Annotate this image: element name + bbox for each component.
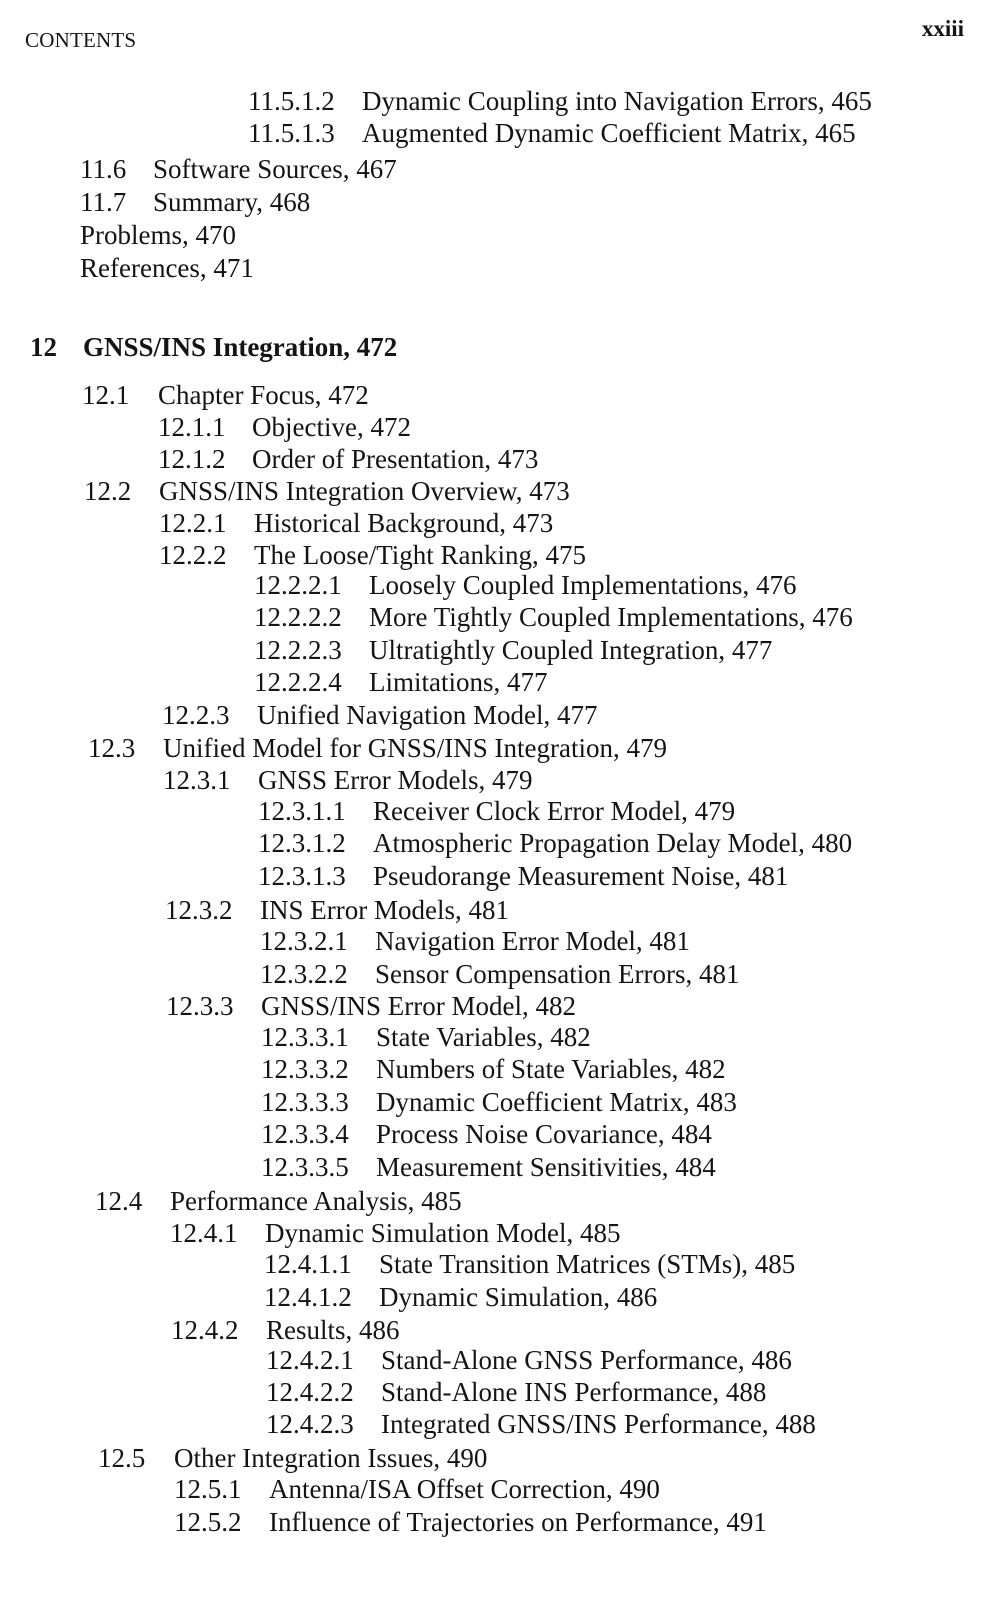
toc-entry — [261, 1089, 737, 1116]
toc-entry — [260, 961, 739, 988]
toc-entry — [258, 798, 735, 825]
toc-entry-title: Sensor Compensation Errors, 481 — [375, 959, 740, 989]
toc-entry-number: 12.3.1.2 — [258, 828, 346, 858]
toc-entry — [264, 1251, 795, 1278]
toc-entry — [166, 993, 576, 1020]
toc-entry-title: Stand-Alone GNSS Performance, 486 — [381, 1345, 792, 1375]
toc-entry-number: 12.2.2.3 — [254, 635, 342, 665]
toc-entry — [260, 928, 690, 955]
toc-entry-number: 11.5.1.3 — [248, 118, 335, 148]
toc-entry-number: 12.4 — [95, 1186, 143, 1216]
toc-entry-number: 12.3 — [88, 733, 136, 763]
toc-entry-number: 12.3.1.3 — [258, 861, 346, 891]
toc-entry-number: 12.4.2.3 — [266, 1409, 354, 1439]
toc-entry — [258, 830, 852, 857]
toc-entry — [95, 1188, 462, 1215]
toc-entry-number: 12.2.1 — [159, 508, 227, 538]
toc-entry-title: GNSS/INS Integration Overview, 473 — [159, 476, 570, 506]
toc-entry — [261, 1121, 712, 1148]
toc-entry — [254, 572, 796, 599]
toc-entry-title: Performance Analysis, 485 — [170, 1186, 462, 1216]
toc-entry-title: Pseudorange Measurement Noise, 481 — [373, 861, 789, 891]
page-number: xxiii — [921, 16, 964, 41]
toc-entry — [266, 1379, 766, 1406]
toc-entry-title: Receiver Clock Error Model, 479 — [373, 796, 736, 826]
toc-entry-title: Unified Model for GNSS/INS Integration, 479 — [163, 733, 667, 763]
toc-entry-number: 11.7 — [80, 187, 127, 217]
toc-entry — [158, 446, 538, 473]
toc-entry — [170, 1220, 620, 1247]
toc-entry — [254, 637, 772, 664]
toc-entry-number: 12.1.2 — [158, 444, 226, 474]
toc-entry — [266, 1347, 792, 1374]
toc-entry — [258, 863, 788, 890]
toc-entry-title: The Loose/Tight Ranking, 475 — [254, 540, 587, 570]
toc-entry-title: More Tightly Coupled Implementations, 476 — [369, 602, 853, 632]
toc-entry-number: 12.5.2 — [174, 1507, 242, 1537]
toc-entry-number: 12.4.2 — [171, 1315, 239, 1345]
toc-entry-number: 12.2.2.2 — [254, 602, 342, 632]
toc-entry-title: Software Sources, 467 — [153, 154, 397, 184]
toc-entry — [88, 735, 667, 762]
toc-entry-title: GNSS/INS Error Model, 482 — [261, 991, 576, 1021]
toc-entry-number: 12.4.2.1 — [266, 1345, 354, 1375]
toc-entry-number: 12.3.3 — [166, 991, 234, 1021]
running-head: CONTENTS — [25, 28, 137, 52]
toc-entry-title: Measurement Sensitivities, 484 — [376, 1152, 716, 1182]
toc-entry — [82, 382, 369, 409]
toc-entry — [165, 897, 509, 924]
toc-entry — [162, 702, 597, 729]
toc-entry — [159, 542, 586, 569]
toc-entry — [159, 510, 553, 537]
toc-entry-number: 12.3.3.1 — [261, 1022, 349, 1052]
toc-entry-title: Objective, 472 — [252, 412, 411, 442]
toc-entry-title: Problems, 470 — [80, 220, 237, 250]
toc-entry — [84, 478, 570, 505]
toc-entry — [248, 120, 856, 147]
toc-entry-number: 12.4.1.1 — [264, 1249, 352, 1279]
toc-entry-number: 12.3.3.3 — [261, 1087, 349, 1117]
toc-entry-title: Summary, 468 — [153, 187, 311, 217]
toc-entry — [98, 1445, 487, 1472]
toc-entry — [261, 1056, 726, 1083]
toc-entry-title: Limitations, 477 — [369, 667, 548, 697]
toc-entry-title: Augmented Dynamic Coefficient Matrix, 465 — [362, 118, 856, 148]
toc-entry-title: Unified Navigation Model, 477 — [257, 700, 598, 730]
toc-entry-number: 12.2 — [84, 476, 132, 506]
chapter-number: 12 — [30, 332, 57, 362]
toc-entry-title: Loosely Coupled Implementations, 476 — [369, 570, 797, 600]
toc-entry — [158, 414, 411, 441]
toc-entry-number: 12.4.2.2 — [266, 1377, 354, 1407]
toc-entry-title: Stand-Alone INS Performance, 488 — [381, 1377, 767, 1407]
toc-entry-title: Numbers of State Variables, 482 — [376, 1054, 726, 1084]
toc-entry-number: 12.4.1 — [170, 1218, 238, 1248]
toc-entry — [80, 255, 254, 282]
toc-entry-title: Chapter Focus, 472 — [158, 380, 369, 410]
toc-entry — [174, 1476, 660, 1503]
toc-entry — [254, 669, 548, 696]
toc-entry — [266, 1411, 816, 1438]
toc-entry — [254, 604, 853, 631]
toc-entry-number: 12.3.2.1 — [260, 926, 348, 956]
toc-entry-title: State Transition Matrices (STMs), 485 — [379, 1249, 796, 1279]
toc-entry-title: Other Integration Issues, 490 — [174, 1443, 488, 1473]
toc-entry — [80, 189, 310, 216]
toc-entry-title: Dynamic Coefficient Matrix, 483 — [376, 1087, 737, 1117]
toc-entry-number: 12.1.1 — [158, 412, 226, 442]
toc-entry-number: 12.3.3.5 — [261, 1152, 349, 1182]
toc-entry-number: 11.5.1.2 — [248, 86, 335, 116]
toc-entry-title: Dynamic Simulation Model, 485 — [265, 1218, 621, 1248]
toc-entry-number: 12.2.2 — [159, 540, 227, 570]
toc-entry-title: Dynamic Simulation, 486 — [379, 1282, 658, 1312]
toc-entry — [261, 1024, 591, 1051]
toc-entry-title: Navigation Error Model, 481 — [375, 926, 690, 956]
chapter-heading — [30, 334, 397, 361]
toc-entry-number: 12.3.1.1 — [258, 796, 346, 826]
toc-entry-number: 12.2.3 — [162, 700, 230, 730]
toc-entry-title: References, 471 — [80, 253, 254, 283]
toc-entry-number: 12.1 — [82, 380, 130, 410]
toc-entry-title: Historical Background, 473 — [254, 508, 554, 538]
toc-entry — [264, 1284, 657, 1311]
toc-entry-title: Results, 486 — [266, 1315, 400, 1345]
toc-entry-number: 12.3.3.4 — [261, 1119, 349, 1149]
toc-entry-number: 12.5.1 — [174, 1474, 242, 1504]
toc-entry-number: 12.3.1 — [163, 765, 231, 795]
toc-entry — [174, 1509, 767, 1536]
toc-entry-title: Integrated GNSS/INS Performance, 488 — [381, 1409, 816, 1439]
toc-entry-number: 12.2.2.4 — [254, 667, 342, 697]
toc-entry-title: GNSS Error Models, 479 — [258, 765, 533, 795]
toc-entry-number: 12.4.1.2 — [264, 1282, 352, 1312]
toc-entry-number: 12.3.2.2 — [260, 959, 348, 989]
toc-entry-title: Dynamic Coupling into Navigation Errors, 465 — [362, 86, 872, 116]
toc-entry-number: 12.3.3.2 — [261, 1054, 349, 1084]
toc-entry — [261, 1154, 716, 1181]
toc-entry — [163, 767, 533, 794]
toc-entry-title: INS Error Models, 481 — [260, 895, 509, 925]
toc-entry-title: Process Noise Covariance, 484 — [376, 1119, 712, 1149]
toc-entry-title: Order of Presentation, 473 — [252, 444, 539, 474]
toc-entry — [248, 88, 872, 115]
toc-entry — [171, 1317, 400, 1344]
toc-entry-number: 12.5 — [98, 1443, 146, 1473]
toc-entry-title: Influence of Trajectories on Performance, 491 — [269, 1507, 767, 1537]
toc-entry-number: 11.6 — [80, 154, 127, 184]
toc-entry-number: 12.3.2 — [165, 895, 233, 925]
toc-entry-title: State Variables, 482 — [376, 1022, 591, 1052]
chapter-title: GNSS/INS Integration, 472 — [83, 332, 398, 362]
toc-entry — [80, 222, 236, 249]
toc-entry-title: Ultratightly Coupled Integration, 477 — [369, 635, 773, 665]
toc-entry — [80, 156, 397, 183]
toc-entry-number: 12.2.2.1 — [254, 570, 342, 600]
toc-entry-title: Antenna/ISA Offset Correction, 490 — [269, 1474, 660, 1504]
toc-entry-title: Atmospheric Propagation Delay Model, 480 — [373, 828, 853, 858]
